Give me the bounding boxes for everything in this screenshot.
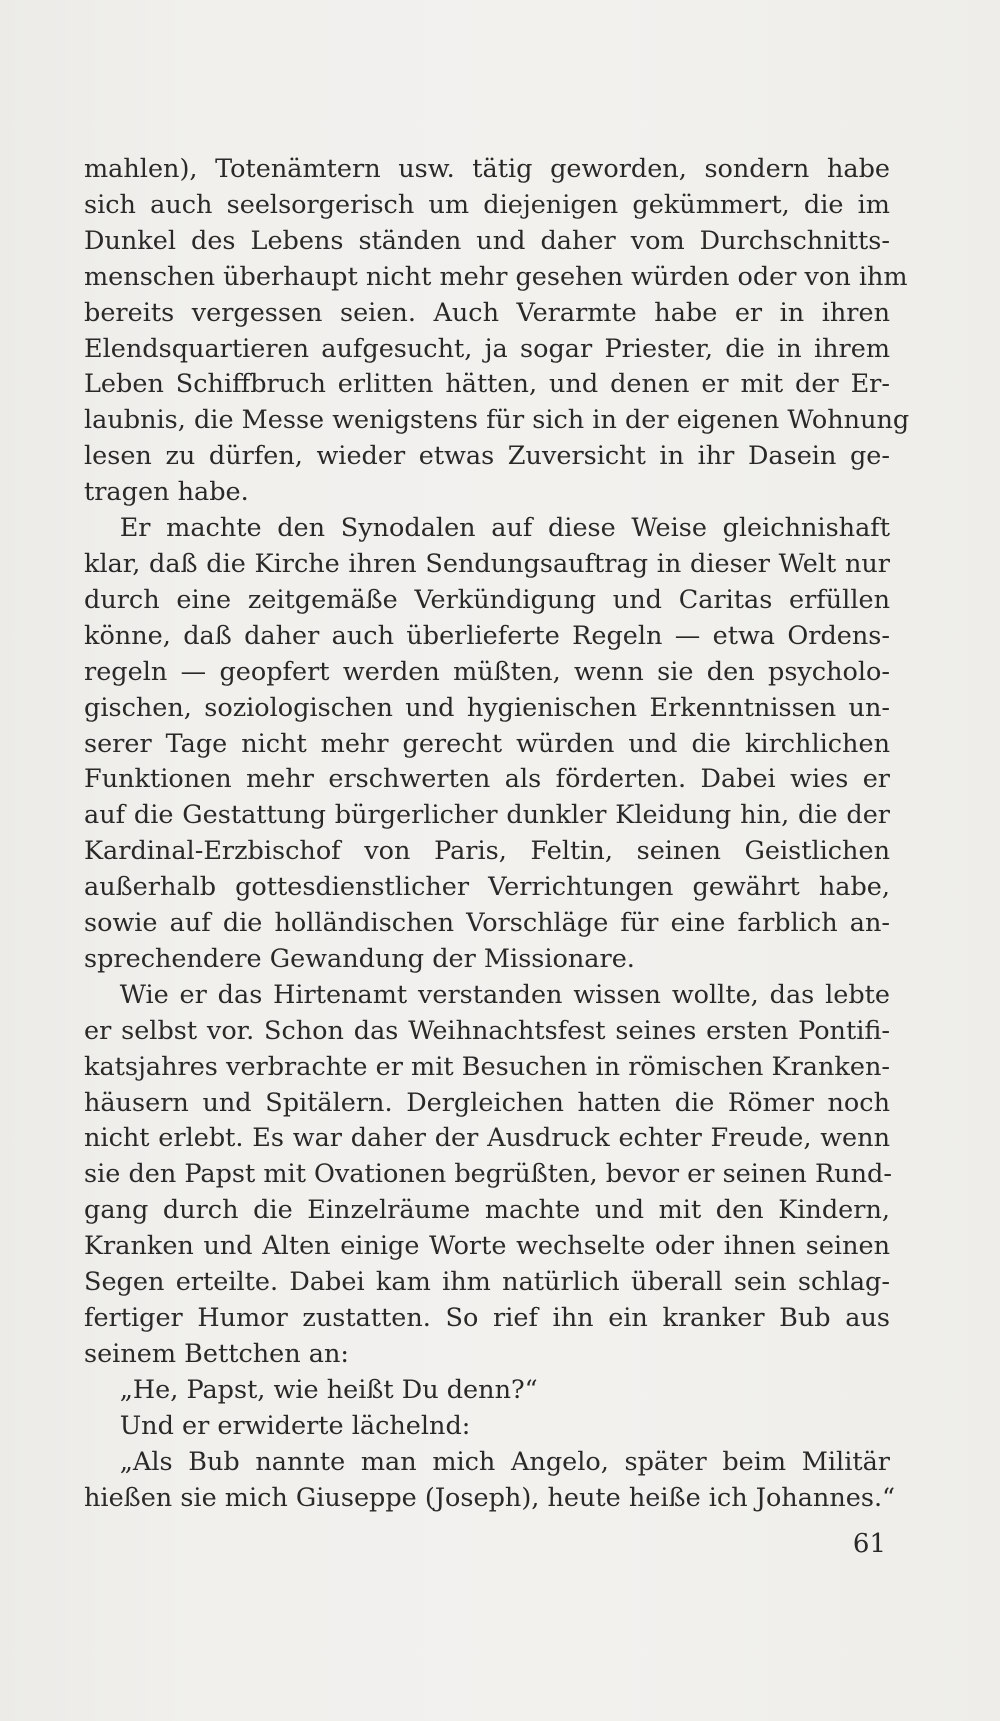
text-line: menschen überhaupt nicht mehr gesehen würden oder von ihm	[84, 261, 908, 292]
text-line: Dunkel des Lebens ständen und daher vom Durchschnitts-	[84, 225, 890, 256]
text-line: „Als Bub nannte man mich Angelo, später beim Militär	[119, 1446, 890, 1477]
page-number: 61	[852, 1529, 886, 1559]
text-line: seinem Bettchen an:	[84, 1338, 349, 1369]
text-line: Kardinal-Erzbischof von Paris, Feltin, seinen Geistlichen	[84, 836, 890, 867]
text-line: Segen erteilte. Dabei kam ihm natürlich überall sein schlag-	[84, 1267, 890, 1298]
text-line: außerhalb gottesdienstlicher Verrichtungen gewährt habe,	[84, 872, 890, 903]
text-line: bereits vergessen seien. Auch Verarmte habe er in ihren	[84, 297, 890, 328]
text-line: könne, daß daher auch überlieferte Regeln — etwa Ordens-	[84, 620, 890, 651]
text-line: gischen, soziologischen und hygienischen Erkenntnissen un-	[84, 692, 890, 723]
text-line: mahlen), Totenämtern usw. tätig geworden, sondern habe	[84, 154, 890, 184]
paragraph-3	[84, 978, 890, 1373]
text-line: häusern und Spitälern. Dergleichen hatten die Römer noch	[84, 1087, 890, 1118]
text-line: Kranken und Alten einige Worte wechselte oder ihnen seinen	[84, 1231, 890, 1262]
paragraph-4	[84, 1373, 890, 1409]
text-line: klar, daß die Kirche ihren Sendungsauftrag in dieser Welt nur	[84, 548, 890, 579]
text-line: fertiger Humor zustatten. So rief ihn ein kranker Bub aus	[84, 1303, 890, 1333]
paragraph-6	[84, 1445, 896, 1517]
text-line: Und er erwiderte lächelnd:	[119, 1410, 471, 1441]
text-line: sie den Papst mit Ovationen begrüßten, bevor er seinen Rund-	[84, 1159, 892, 1190]
text-line: katsjahres verbrachte er mit Besuchen in römischen Kranken-	[84, 1051, 890, 1082]
text-line: durch eine zeitgemäße Verkündigung und Caritas erfüllen	[84, 584, 890, 615]
text-line: Funktionen mehr erschwerten als förderten. Dabei wies er	[84, 764, 890, 795]
text-line: nicht erlebt. Es war daher der Ausdruck echter Freude, wenn	[84, 1123, 890, 1154]
paragraph-1	[84, 152, 910, 511]
text-line: regeln — geopfert werden müßten, wenn sie den psycholo-	[84, 656, 890, 687]
text-line: sowie auf die holländischen Vorschläge für eine farblich an-	[84, 908, 890, 939]
text-line: auf die Gestattung bürgerlicher dunkler Kleidung hin, die der	[84, 800, 890, 831]
text-line: er selbst vor. Schon das Weihnachtsfest seines ersten Pontifi-	[84, 1015, 890, 1046]
text-line: Elendsquartieren aufgesucht, ja sogar Priester, die in ihrem	[84, 333, 890, 364]
paragraph-5	[84, 1409, 890, 1445]
text-line: gang durch die Einzelräume machte und mit den Kindern,	[84, 1195, 890, 1226]
body-text	[84, 152, 910, 1516]
text-line: sprechendere Gewandung der Missionare.	[84, 943, 635, 974]
text-line: tragen habe.	[84, 477, 249, 508]
text-line: Er machte den Synodalen auf diese Weise gleichnishaft	[119, 513, 890, 544]
text-line: Wie er das Hirtenamt verstanden wissen wollte, das lebte	[119, 979, 890, 1010]
text-line: Leben Schiffbruch erlitten hätten, und denen er mit der Er-	[84, 369, 890, 400]
text-line: serer Tage nicht mehr gerecht würden und die kirchlichen	[84, 728, 890, 759]
text-line: sich auch seelsorgerisch um diejenigen gekümmert, die im	[84, 189, 890, 220]
text-line: lesen zu dürfen, wieder etwas Zuversicht in ihr Dasein ge-	[84, 441, 890, 472]
text-line: hießen sie mich Giuseppe (Joseph), heute heiße ich Johannes.“	[84, 1482, 896, 1513]
text-line: „He, Papst, wie heißt Du denn?“	[119, 1374, 538, 1405]
text-line: laubnis, die Messe wenigstens für sich in der eigenen Wohnung	[84, 405, 910, 436]
paragraph-2	[84, 511, 890, 978]
